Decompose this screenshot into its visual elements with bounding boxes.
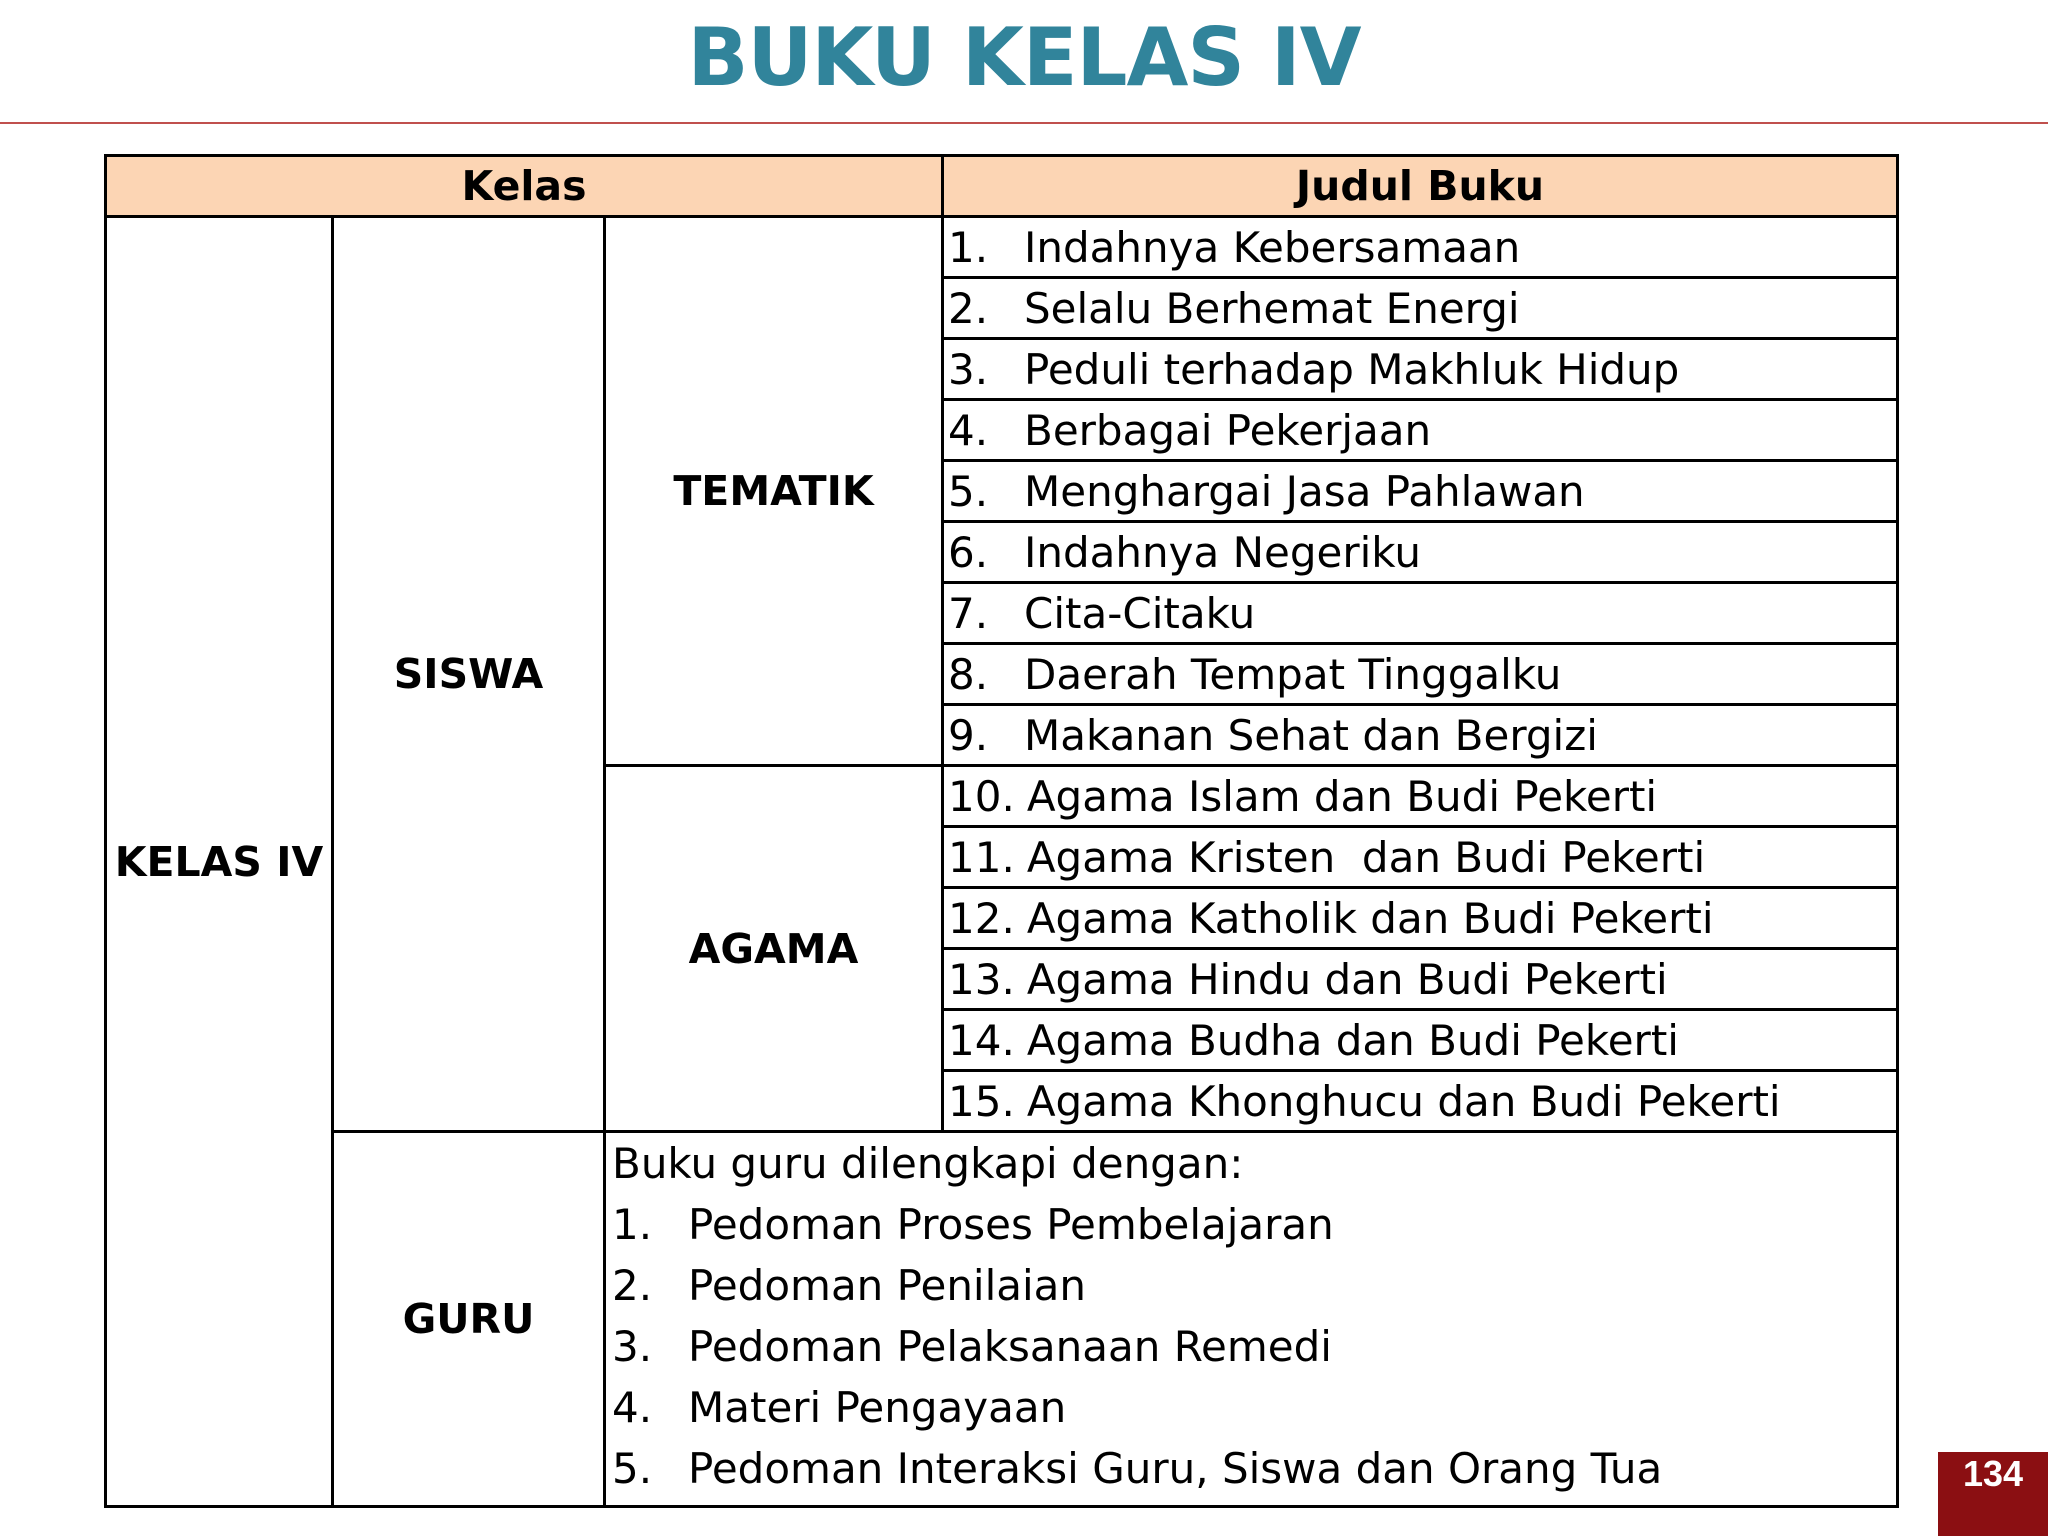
book-number: 6. (948, 527, 989, 577)
page-title: BUKU KELAS IV (687, 11, 1361, 104)
header-judul-buku: Judul Buku (943, 156, 1898, 217)
book-title: Makanan Sehat dan Bergizi (1024, 710, 1598, 760)
list-item (612, 1255, 1896, 1316)
book-number: 14. (948, 1015, 1015, 1065)
book-item (943, 1071, 1898, 1132)
guru-cell: GURU (333, 1132, 605, 1507)
book-title: Menghargai Jasa Pahlawan (1024, 466, 1585, 516)
book-number: 12. (948, 893, 1015, 943)
item-text: Pedoman Interaksi Guru, Siswa dan Orang Tua (688, 1444, 1663, 1493)
page-number-badge: 134 (1938, 1452, 2048, 1536)
book-title: Agama Islam dan Budi Pekerti (1026, 771, 1658, 821)
book-item (943, 278, 1898, 339)
list-item (612, 1438, 1896, 1499)
siswa-cell: SISWA (333, 217, 605, 1132)
book-title: Agama Hindu dan Budi Pekerti (1026, 954, 1668, 1004)
list-item (612, 1194, 1896, 1255)
book-item (943, 1010, 1898, 1071)
book-item (943, 949, 1898, 1010)
agama-cell: AGAMA (605, 766, 943, 1132)
item-number: 5. (612, 1444, 653, 1493)
table-row (106, 217, 1898, 278)
item-number: 3. (612, 1322, 653, 1371)
book-number: 2. (948, 283, 989, 333)
book-item (943, 522, 1898, 583)
book-item (943, 583, 1898, 644)
book-number: 11. (948, 832, 1015, 882)
book-item (943, 888, 1898, 949)
book-title: Daerah Tempat Tinggalku (1024, 649, 1562, 699)
book-item (943, 400, 1898, 461)
item-number: 4. (612, 1383, 653, 1432)
book-item (943, 644, 1898, 705)
table-row (106, 1132, 1898, 1507)
book-title: Indahnya Kebersamaan (1024, 222, 1521, 272)
item-text: Materi Pengayaan (688, 1383, 1067, 1432)
guru-list (612, 1194, 1896, 1499)
book-item (943, 827, 1898, 888)
book-number: 7. (948, 588, 989, 638)
book-number: 8. (948, 649, 989, 699)
kelas-cell: KELAS IV (106, 217, 333, 1507)
guru-intro: Buku guru dilengkapi dengan: (612, 1139, 1244, 1188)
book-title: Agama Katholik dan Budi Pekerti (1026, 893, 1714, 943)
book-item (943, 705, 1898, 766)
item-text: Pedoman Proses Pembelajaran (688, 1200, 1334, 1249)
book-title: Agama Khonghucu dan Budi Pekerti (1026, 1076, 1781, 1126)
book-title: Agama Budha dan Budi Pekerti (1026, 1015, 1679, 1065)
header-kelas: Kelas (106, 156, 943, 217)
guru-description (605, 1132, 1898, 1507)
book-title: Agama Kristen dan Budi Pekerti (1026, 832, 1706, 882)
book-item (943, 766, 1898, 827)
item-number: 1. (612, 1200, 653, 1249)
book-number: 10. (948, 771, 1015, 821)
list-item (612, 1377, 1896, 1438)
book-title: Selalu Berhemat Energi (1024, 283, 1520, 333)
book-title: Cita-Citaku (1024, 588, 1256, 638)
item-text: Pedoman Penilaian (688, 1261, 1087, 1310)
book-number: 1. (948, 222, 989, 272)
book-item (943, 461, 1898, 522)
book-number: 15. (948, 1076, 1015, 1126)
book-item (943, 339, 1898, 400)
book-number: 9. (948, 710, 989, 760)
book-title: Indahnya Negeriku (1024, 527, 1421, 577)
item-number: 2. (612, 1261, 653, 1310)
book-table (104, 154, 1899, 1508)
list-item (612, 1316, 1896, 1377)
book-number: 13. (948, 954, 1015, 1004)
tematik-cell: TEMATIK (605, 217, 943, 766)
book-item (943, 217, 1898, 278)
book-title: Berbagai Pekerjaan (1024, 405, 1432, 455)
title-divider (0, 122, 2048, 124)
table-header-row (106, 156, 1898, 217)
item-text: Pedoman Pelaksanaan Remedi (688, 1322, 1332, 1371)
book-title: Peduli terhadap Makhluk Hidup (1024, 344, 1680, 394)
book-number: 4. (948, 405, 989, 455)
book-number: 5. (948, 466, 989, 516)
book-number: 3. (948, 344, 989, 394)
